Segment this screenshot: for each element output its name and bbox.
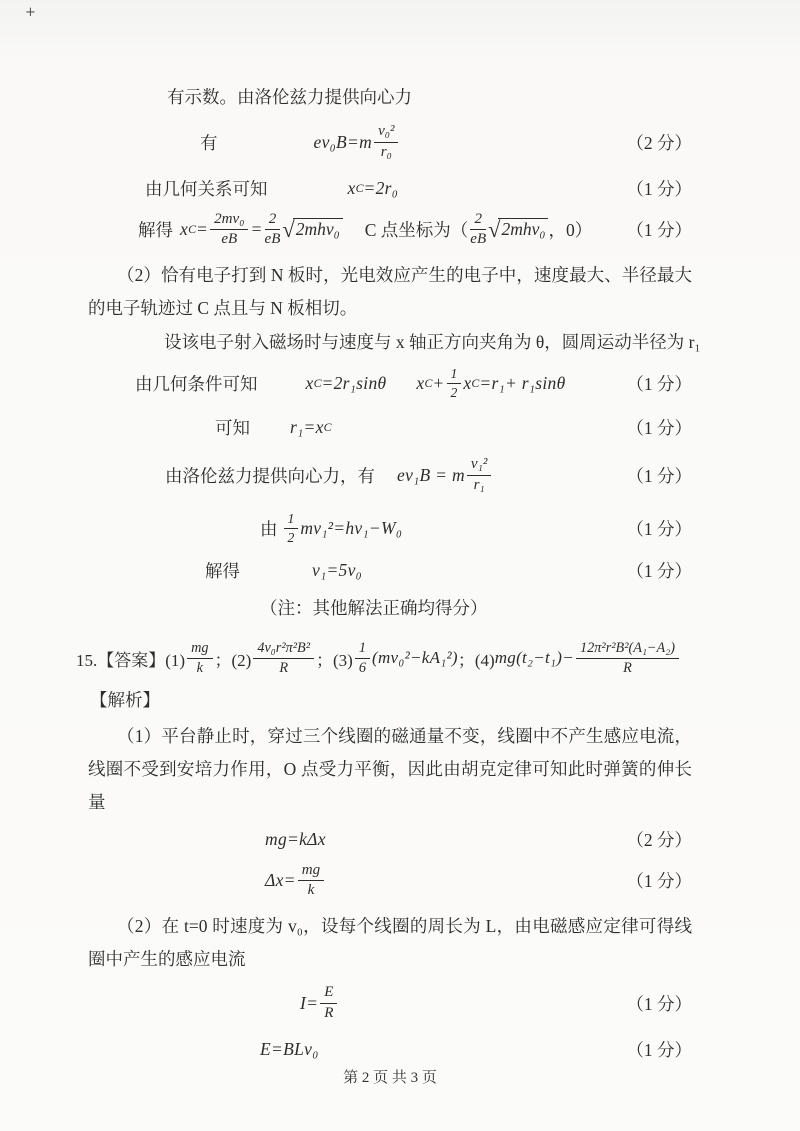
radical-sign-icon: √ [488,216,501,242]
formula: mg=kΔx [265,828,326,849]
q15-answer-line [76,640,692,677]
q15-part2-paragraph [88,910,692,976]
fraction-numerator: 1 [355,640,370,659]
eq-label: 可知 [215,418,250,439]
fraction-numerator: 12π²r²B²(A₁−A₂) [576,640,679,659]
q14-eq-condition [88,366,692,401]
fraction [210,211,248,250]
fraction [576,640,679,677]
eq-label: 有 [200,132,218,153]
fraction-numerator: mg [187,640,212,659]
q14-eq-solve-xc [88,211,692,250]
fraction-denominator: R [324,1004,334,1021]
fraction-one-half [284,511,299,546]
fraction [374,123,398,162]
square-root [488,218,548,242]
fraction [320,984,337,1023]
note-text: （注：其他解法正确均得分） [260,597,488,618]
formula-lhs: ev₀B=m [313,131,373,152]
q14-eq-geometry [88,176,692,201]
q14-eq-r1 [88,415,692,440]
fraction-numerator: 2 [470,211,486,231]
answer-expression: mg(t₂−t₁)− [494,648,574,668]
score-badge: （1 分） [626,1039,692,1060]
fraction [187,640,212,677]
q15-analysis-heading [90,687,692,712]
formula-x: x [347,177,356,198]
answer-separator: ；(4) [457,650,495,670]
subscript-c: C [323,420,332,435]
fraction-denominator: k [307,882,315,899]
fraction-numerator: 1 [284,511,299,529]
subscript-c: C [424,376,433,391]
fraction [253,640,314,677]
coordinate-text: C 点坐标为（ [364,220,469,241]
subscript-c: C [471,376,480,391]
intro-text: 有示数。由洛伦兹力提供向心力 [167,87,412,107]
fraction-one-sixth [355,640,370,677]
equals-sign: = [250,219,263,240]
formula-x: x [180,219,189,240]
subscript-c: C [188,222,197,237]
fraction-numerator: v₀² [374,123,398,143]
q15-eq-current [88,984,692,1023]
q14-eq-centripetal [88,123,692,162]
formula-rhs: =r₁+ r₁sinθ [479,373,566,394]
q14-note-line [88,595,692,620]
formula-lhs: Δx= [265,870,296,891]
score-badge: （1 分） [626,518,692,539]
fraction-numerator: 1 [447,366,462,384]
eq-label: 由 [260,518,278,539]
eq-label: 解得 [138,220,173,241]
fraction-denominator: r₀ [380,143,392,160]
score-badge: （1 分） [626,220,692,241]
fraction-denominator: k [196,659,203,676]
radical-sign-icon: √ [282,216,295,242]
score-badge: （1 分） [626,178,692,199]
formula-x: x [463,373,472,394]
formula: v₁=5v₀ [312,559,363,580]
fraction [265,211,281,250]
fraction [298,862,324,901]
fraction [467,456,491,495]
fraction-denominator: 2 [287,529,295,545]
page-number: 第 2 页 共 3 页 [343,1069,437,1086]
fraction-denominator: 6 [358,659,366,676]
formula-rhs: =2r₁sinθ [321,373,387,394]
fraction-numerator: 2mv₀ [210,211,248,231]
subscript-c: C [313,376,322,391]
formula: r₁=x [290,417,324,438]
eq-label: 由几何关系可知 [145,178,268,199]
formula-lhs: ev₁B = m [397,464,465,485]
answer-separator: ；(2) [214,650,252,670]
radicand: 2mhv₀ [293,218,343,240]
q15-part1-paragraph [88,720,692,819]
q14-theta-line [164,329,701,354]
q14-eq-v1 [88,558,692,583]
formula: E=BLv₀ [260,1038,319,1059]
fraction-denominator: r₁ [473,476,485,493]
formula-x: x [416,373,425,394]
q15-eq-emf [88,1037,692,1062]
fraction-numerator: 4v₀r²π²B² [253,640,314,659]
q14-eq-lorentz [88,456,692,495]
eq-label: 由洛伦兹力提供向心力，有 [165,465,375,486]
paragraph-text: （2）在 t=0 时速度为 v₀，设每个线圈的周长为 L，由电磁感应定律可得线圈中产生的感应电流 [88,916,692,970]
answer-head: 15.【答案】(1) [76,650,186,670]
fraction-denominator: eB [221,231,238,248]
eq-label: 解得 [205,560,240,581]
fraction-numerator: 2 [265,211,281,231]
answer-parenthetical: (mv₀²−kA₁²) [371,648,458,668]
formula-x: x [305,373,314,394]
q14-part2-paragraph [88,259,692,325]
score-badge: （2 分） [626,132,692,153]
answer-separator: ；(3) [316,650,353,670]
paragraph-text: 设该电子射入磁场时与速度与 x 轴正方向夹角为 θ，圆周运动半径为 r₁ [164,332,701,352]
q15-eq-dx [88,862,692,901]
score-badge: （2 分） [626,829,692,850]
score-badge: （1 分） [626,374,692,395]
paragraph-text: （2）恰有电子打到 N 板时，光电效应产生的电子中，速度最大、半径最大的电子轨迹过 C 点且与 N 板相切。 [88,265,692,318]
formula-rhs: =2r₀ [363,177,399,198]
paragraph-text: （1）平台静止时，穿过三个线圈的磁通量不变，线圈中不产生感应电流，线圈不受到安培力作用，O 点受力平衡，因此由胡克定律可知此时弹簧的伸长量 [88,725,692,812]
fraction-denominator: eB [264,231,281,248]
subscript-c: C [355,180,364,195]
fraction [470,211,486,250]
q15-eq-hooke [88,827,692,852]
fraction-denominator: R [279,659,289,676]
q14-intro-line [167,84,692,109]
fraction-numerator: v₁² [467,456,491,476]
score-badge: （1 分） [626,871,692,892]
scan-corner-mark: + [25,5,36,20]
square-root [282,218,342,242]
score-badge: （1 分） [626,418,692,439]
analysis-label: 【解析】 [90,689,160,710]
fraction-denominator: 2 [450,385,458,401]
fraction-numerator: E [320,984,337,1004]
fraction-denominator: eB [470,231,487,248]
fraction-one-half [447,366,462,401]
radicand: 2mhv₀ [498,218,548,240]
fraction-numerator: mg [298,862,324,882]
score-badge: （1 分） [626,993,692,1014]
page-footer [88,1066,692,1087]
q14-eq-photoelectric [88,511,692,546]
score-badge: （1 分） [626,560,692,581]
equals-sign: = [196,219,209,240]
score-badge: （1 分） [626,465,692,486]
plus-sign: + [432,373,445,394]
formula: mv₁²=hv₁−W₀ [300,517,403,538]
formula-lhs: I= [300,992,319,1013]
eq-label: 由几何条件可知 [135,374,258,395]
coordinate-end: ，0） [548,220,593,241]
fraction-denominator: R [623,659,632,676]
